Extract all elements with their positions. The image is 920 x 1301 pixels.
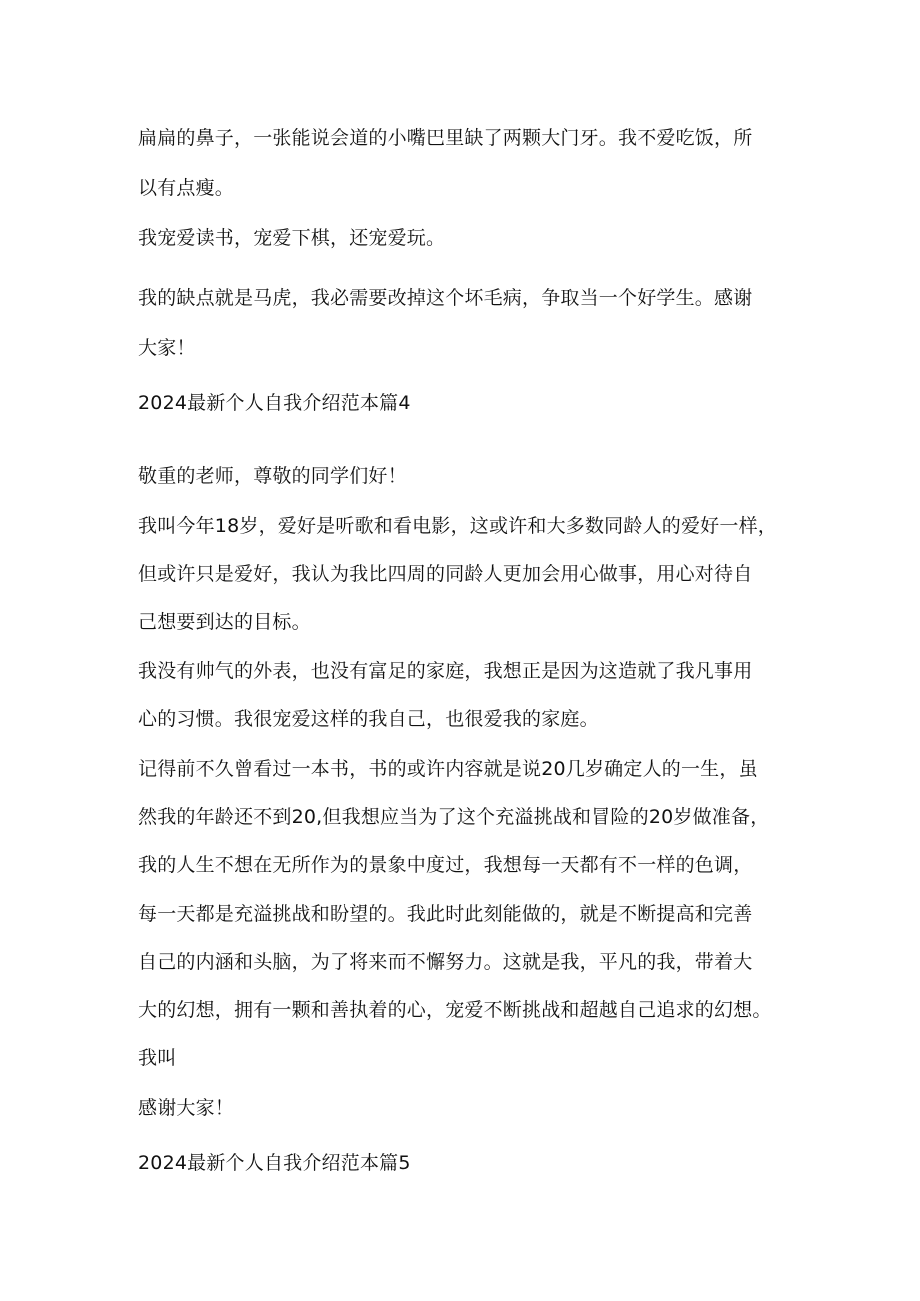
paragraph-line: 以有点瘦。 xyxy=(138,177,235,199)
paragraph-line: 每一天都是充溢挑战和盼望的。我此时此刻能做的，就是不断提高和完善 xyxy=(138,903,753,925)
paragraph-line: 我叫今年18岁，爱好是听歌和看电影，这或许和大多数同龄人的爱好一样， xyxy=(138,515,777,537)
paragraph-line: 敬重的老师，尊敬的同学们好！ xyxy=(138,465,407,487)
section-heading: 2024最新个人自我介绍范本篇4 xyxy=(138,392,411,414)
paragraph-line: 我宠爱读书，宠爱下棋，还宠爱玩。 xyxy=(138,227,446,249)
paragraph-line: 我的缺点就是马虎，我必需要改掉这个坏毛病，争取当一个好学生。感谢 xyxy=(138,287,753,309)
paragraph-line: 己想要到达的目标。 xyxy=(138,611,311,633)
paragraph-line: 感谢大家！ xyxy=(138,1097,235,1119)
paragraph-line: 我的人生不想在无所作为的景象中度过，我想每一天都有不一样的色调， xyxy=(138,854,753,876)
paragraph-line: 大家！ xyxy=(138,337,196,359)
paragraph-line: 大的幻想，拥有一颗和善执着的心，宠爱不断挑战和超越自己追求的幻想。 xyxy=(138,999,772,1021)
paragraph-line: 记得前不久曾看过一本书，书的或许内容就是说20几岁确定人的一生，虽 xyxy=(138,758,758,780)
paragraph-line: 我没有帅气的外表，也没有富足的家庭，我想正是因为这造就了我凡事用 xyxy=(138,660,753,682)
section-heading: 2024最新个人自我介绍范本篇5 xyxy=(138,1152,411,1174)
paragraph-line: 然我的年龄还不到20,但我想应当为了这个充溢挑战和冒险的20岁做准备， xyxy=(138,806,770,828)
paragraph-line: 我叫 xyxy=(138,1047,177,1069)
paragraph-line: 自己的内涵和头脑，为了将来而不懈努力。这就是我，平凡的我，带着大 xyxy=(138,951,753,973)
paragraph-line: 心的习惯。我很宠爱这样的我自己，也很爱我的家庭。 xyxy=(138,708,599,730)
paragraph-line: 但或许只是爱好，我认为我比四周的同龄人更加会用心做事，用心对待自 xyxy=(138,563,753,585)
paragraph-line: 扁扁的鼻子，一张能说会道的小嘴巴里缺了两颗大门牙。我不爱吃饭，所 xyxy=(138,127,753,149)
